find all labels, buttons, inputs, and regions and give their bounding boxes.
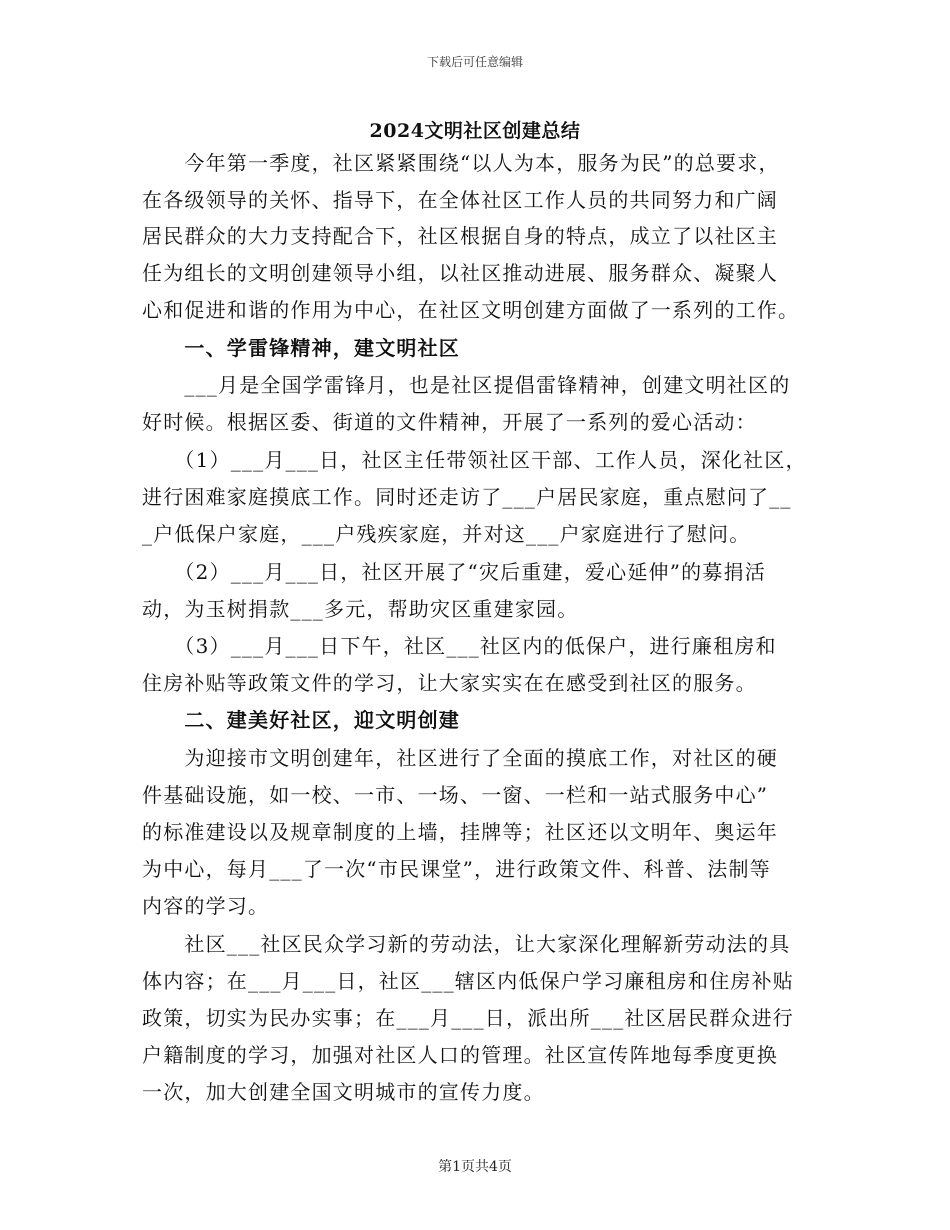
- page-footer: 第1页共4页: [438, 1159, 512, 1175]
- body-line: 件基础设施，如一校、一市、一场、一窗、一栏和一站式服务中心”: [142, 783, 769, 807]
- body-line: （3）___月___日下午，社区___社区内的低保户，进行廉租房和: [142, 634, 777, 658]
- body-line: 住房补贴等政策文件的学习，让大家实实在在感受到社区的服务。: [142, 671, 757, 695]
- document-title: 2024文明社区创建总结: [369, 120, 581, 142]
- section-heading: 一、学雷锋精神，建文明社区: [142, 336, 460, 360]
- body-line: 户籍制度的学习，加强对社区人口的管理。社区宣传阵地每季度更换: [142, 1043, 778, 1067]
- body-line: 心和促进和谐的作用为中心，在社区文明创建方面做了一系列的工作。: [142, 298, 800, 322]
- section-heading: 二、建美好社区，迎文明创建: [142, 708, 460, 732]
- body-line: 内容的学习。: [142, 894, 270, 918]
- body-line: 为中心，每月___了一次“市民课堂”，进行政策文件、科普、法制等: [142, 857, 771, 881]
- body-line: 进行困难家庭摸底工作。同时还走访了___户居民家庭，重点慰问了__: [142, 485, 792, 509]
- body-line: 社区___社区民众学习新的劳动法，让大家深化理解新劳动法的具: [142, 932, 791, 956]
- body-line: 体内容；在___月___日，社区___辖区内低保户学习廉租房和住房补贴: [142, 969, 794, 993]
- body-line: （1）___月___日，社区主任带领社区干部、工作人员，深化社区，: [142, 448, 807, 472]
- body-line: 政策，切实为民办实事；在___月___日，派出所___社区居民群众进行: [142, 1006, 794, 1030]
- body-line: 动，为玉树捐款___多元，帮助灾区重建家园。: [142, 597, 579, 621]
- body-line: _户低保户家庭，___户残疾家庭，并对这___户家庭进行了慰问。: [142, 522, 751, 546]
- body-line: 的标准建设以及规章制度的上墙，挂牌等；社区还以文明年、奥运年: [142, 820, 778, 844]
- body-line: 一次，加大创建全国文明城市的宣传力度。: [142, 1080, 545, 1104]
- body-line: 任为组长的文明创建领导小组，以社区推动进展、服务群众、凝聚人: [142, 261, 778, 285]
- body-line: 为迎接市文明创建年，社区进行了全面的摸底工作，对社区的硬: [142, 746, 778, 770]
- body-line: （2）___月___日，社区开展了“灾后重建，爱心延伸”的募捐活: [142, 560, 766, 584]
- body-line: 居民群众的大力支持配合下，社区根据自身的特点，成立了以社区主: [142, 224, 778, 248]
- body-line: 在各级领导的关怀、指导下，在全体社区工作人员的共同努力和广阔: [142, 188, 778, 212]
- page-header-note: 下载后可任意编辑: [426, 55, 523, 69]
- body-line: ___月是全国学雷锋月，也是社区提倡雷锋精神，创建文明社区的: [142, 373, 791, 397]
- body-line: 好时候。根据区委、街道的文件精神，开展了一系列的爱心活动：: [142, 410, 757, 434]
- body-line: 今年第一季度，社区紧紧围绕“以人为本，服务为民”的总要求，: [142, 151, 780, 175]
